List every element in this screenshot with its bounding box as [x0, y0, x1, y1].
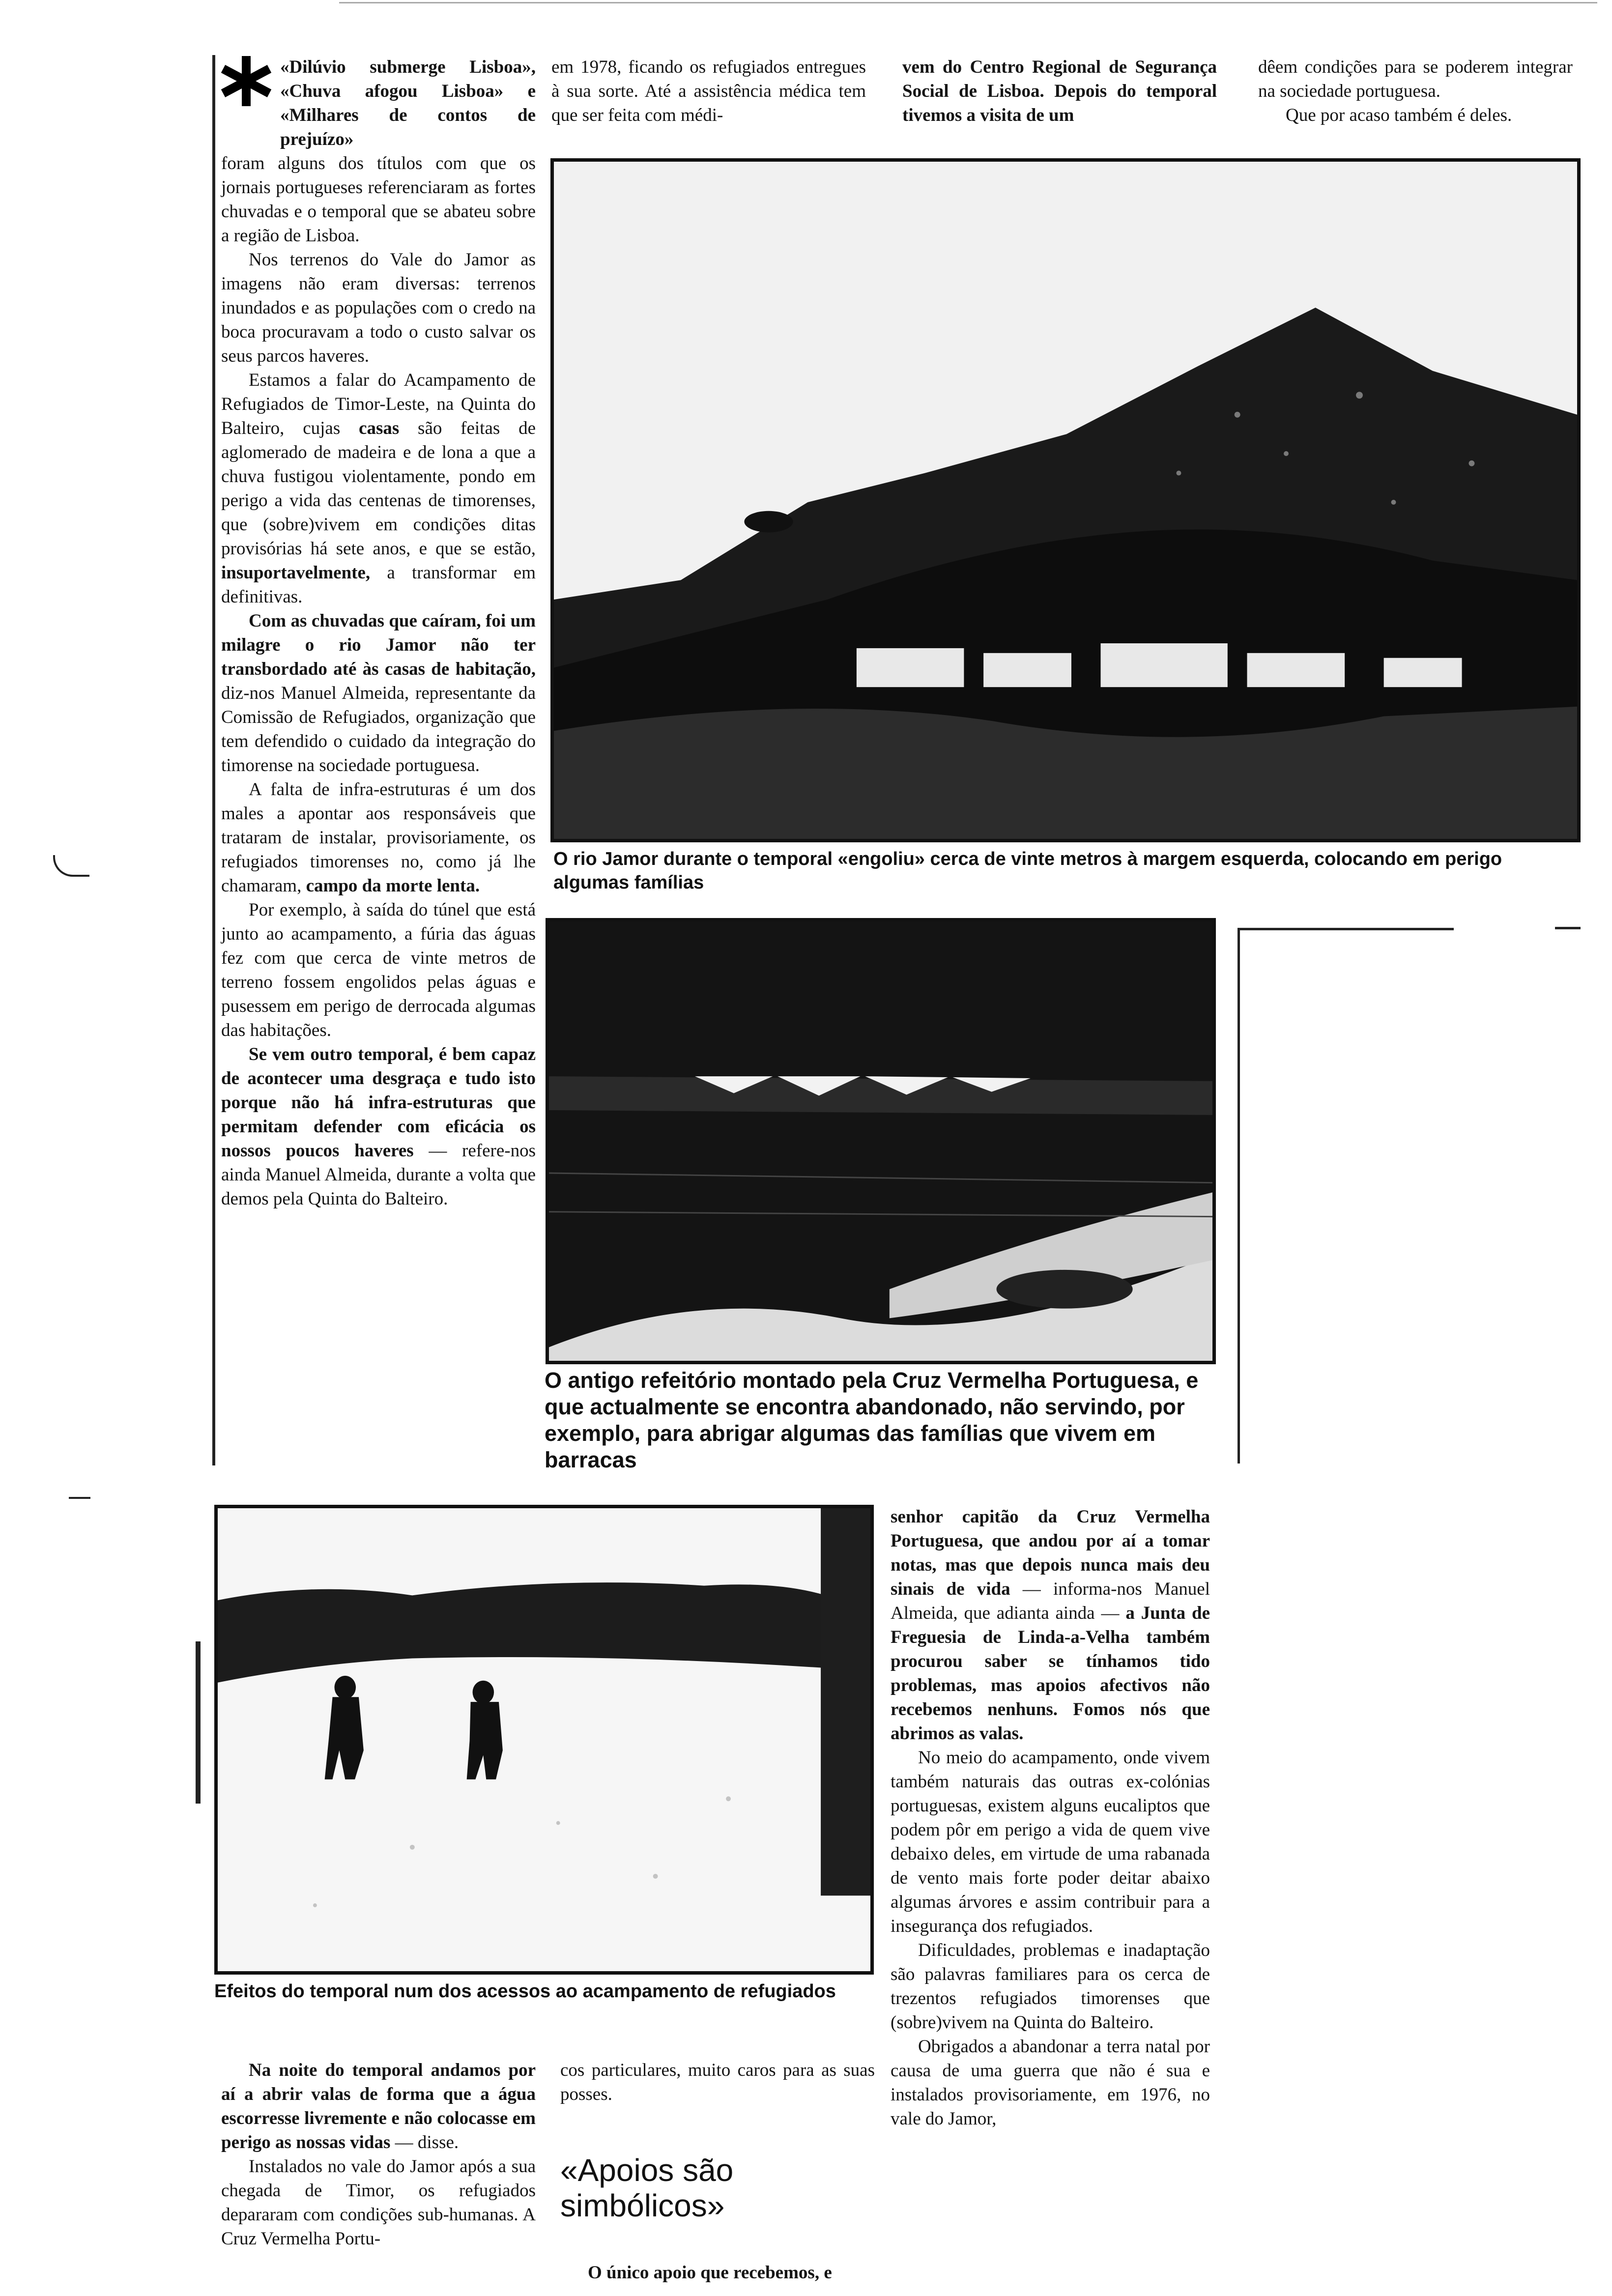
margin-rule-lower [196, 1641, 201, 1804]
text-span: são feitas de aglomerado de madeira e de lona a que a chuva fustigou violentamente, pondo em perigo a vida das centenas de timorenses, que (sobre)vivem em condições ditas provisórias há sete anos, e que se estão, [221, 418, 536, 559]
article-column-1 [221, 55, 536, 1211]
text-bold: a Junta de Freguesia de Linda-a-Velha também procurou saber se tínhamos tido problemas, mas apoios afectivos não recebemos nenhuns. Fomos nós que abrimos as valas. [891, 1603, 1210, 1744]
lead-paragraph [221, 151, 536, 248]
article-bottom-column-1 [221, 2058, 536, 2251]
article-bottom-column-2 [560, 2058, 875, 2106]
article-bottom-column-2-lower [560, 2261, 875, 2285]
paragraph-chuvadas [221, 609, 536, 777]
bottom-col2-paragraph-2 [560, 2261, 875, 2285]
text-bold: insuportavelmente, [221, 563, 371, 583]
paragraph-infraestruturas [221, 777, 536, 898]
paragraph-vale-jamor: Nos terrenos do Vale do Jamor as imagens não eram diversas: terrenos inundados e as populações com o credo na boca procuravam a todo o custo salvar os seus parcos haveres. [221, 250, 536, 366]
paragraph-acampamento [221, 368, 536, 609]
text-span: A falta de infra-estruturas é um dos males a apontar aos responsáveis que trataram de instalar, provisoriamente, os refugiados timorenses no, como já lhe chamaram, [221, 779, 536, 896]
text-bold: Na noite do temporal andamos por aí a abrir valas de forma que a água escorresse livremente e não colocasse em perigo as nossas vidas [221, 2060, 536, 2152]
text-bold: campo da morte lenta. [306, 876, 480, 896]
margin-mark-upper [53, 855, 89, 877]
side-bracket-horizontal [1238, 928, 1454, 930]
lead-headlines: «Dilúvio submerge Lisboa», «Chuva afogou Lisboa» e «Milhares de contos de prejuízo» [280, 57, 536, 149]
caption-photo-1: O rio Jamor durante o temporal «engoliu» cerca de vinte metros à margem esquerda, colocando em perigo algumas famílias [553, 849, 1502, 893]
photo-river-jamor [550, 158, 1581, 842]
article-column-2-top [551, 55, 866, 127]
text-bold: O único apoio que recebemos, e [588, 2263, 832, 2283]
right-paragraph-2: No meio do acampamento, onde vivem também naturais das outras ex-colónias portuguesas, existem alguns eucaliptos que podem pôr em perigo a vida de quem vive debaixo deles, em virtude de uma rabanada de vento mais forte poder deitar abaixo algumas árvores e assim contribuir para a insegurança dos refugiados. [891, 1748, 1210, 1936]
text-span: — refere-nos ainda Manuel Almeida, durante a volta que demos pela Quinta do Balteiro. [221, 1141, 536, 1209]
lead-paragraph-text: foram alguns dos títulos com que os jornais portugueses referenciaram as fortes chuvadas e o temporal que se abateu sobre a região de Lisboa. [221, 153, 536, 246]
right-paragraph-3: Dificuldades, problemas e inadaptação são palavras familiares para os cerca de trezentos refugiados timorenses que (sobre)vivem na Quinta do Balteiro. [891, 1940, 1210, 2033]
col2-top-text: em 1978, ficando os refugiados entregues à sua sorte. Até a assistência médica tem que ser feita com médi- [551, 57, 866, 125]
col3-top-text: vem do Centro Regional de Segurança Social de Lisboa. Depois do temporal tivemos a visita de um [902, 57, 1217, 125]
article-column-4-top [1258, 55, 1573, 127]
text-bold: Se vem outro temporal, é bem capaz de acontecer uma desgraça e tudo isto porque não há infra-estruturas que permitam defender com eficácia os nossos poucos haveres [221, 1044, 536, 1161]
caption-photo-2: O antigo refeitório montado pela Cruz Vermelha Portuguesa, e que actualmente se encontra abandonado, não servindo, por exemplo, para abrigar algumas das famílias que vivem em barracas [545, 1368, 1199, 1472]
text-span: — disse. [390, 2132, 459, 2152]
col3-top-paragraph [902, 55, 1217, 127]
text-span: diz-nos Manuel Almeida, representante da Comissão de Refugiados, organização que tem defendido o cuidado da integração do timorense na sociedade portuguesa. [221, 683, 536, 775]
margin-mark-lower [69, 1497, 90, 1499]
side-bracket-vertical [1238, 928, 1240, 1464]
right-paragraph-1 [891, 1505, 1210, 1746]
column-rule-left [212, 55, 215, 1465]
bottom-paragraph-2: Instalados no vale do Jamor após a sua chegada de Timor, os refugiados depararam com condições sub-humanas. A Cruz Vermelha Portu- [221, 2156, 536, 2249]
col4-top-text-2: Que por acaso também é deles. [1286, 105, 1512, 125]
subhead-apoios: «Apoios são simbólicos» [560, 2152, 734, 2223]
lead-paragraph-intro [280, 55, 536, 151]
bottom-col2-paragraph: cos particulares, muito caros para as suas posses. [560, 2060, 875, 2104]
text-span: Estamos a falar do Acampamento de Refugiados de Timor-Leste, na Quinta do Balteiro, cujas [221, 370, 536, 438]
photo-refeitorio [546, 918, 1216, 1364]
paragraph-tunel: Por exemplo, à saída do túnel que está junto ao acampamento, a fúria das águas fez com que cerca de vinte metros de terreno fossem engolidos pelas águas e pusessem em perigo de derrocada algumas das habitações. [221, 900, 536, 1040]
top-rule [339, 2, 1597, 3]
text-bold: Com as chuvadas que caíram, foi um milagre o rio Jamor não ter transbordado até às casas de habitação, [221, 611, 536, 679]
paragraph-outro-temporal [221, 1042, 536, 1211]
caption-photo-3: Efeitos do temporal num dos acessos ao acampamento de refugiados [214, 1981, 836, 2002]
article-column-3-top [902, 55, 1217, 127]
text-span: a transformar em definitivas. [221, 563, 536, 607]
side-dash [1555, 927, 1581, 929]
right-paragraph-4: Obrigados a abandonar a terra natal por causa de uma guerra que não é sua e instalados provisoriamente, em 1976, no vale do Jamor, [891, 2037, 1210, 2129]
article-column-right-lower [891, 1505, 1210, 2131]
text-bold: senhor capitão da Cruz Vermelha Portuguesa, que andou por aí a tomar notas, mas que depois nunca mais deu sinais de vida [891, 1507, 1210, 1599]
col4-top-text: dêem condições para se poderem integrar na sociedade portuguesa. [1258, 57, 1573, 101]
bottom-paragraph-1 [221, 2058, 536, 2154]
text-bold: casas [359, 418, 400, 438]
photo-acesso-acampamento [214, 1505, 874, 1975]
text-span: — informa-nos Manuel Almeida, que adianta ainda — [891, 1579, 1210, 1623]
